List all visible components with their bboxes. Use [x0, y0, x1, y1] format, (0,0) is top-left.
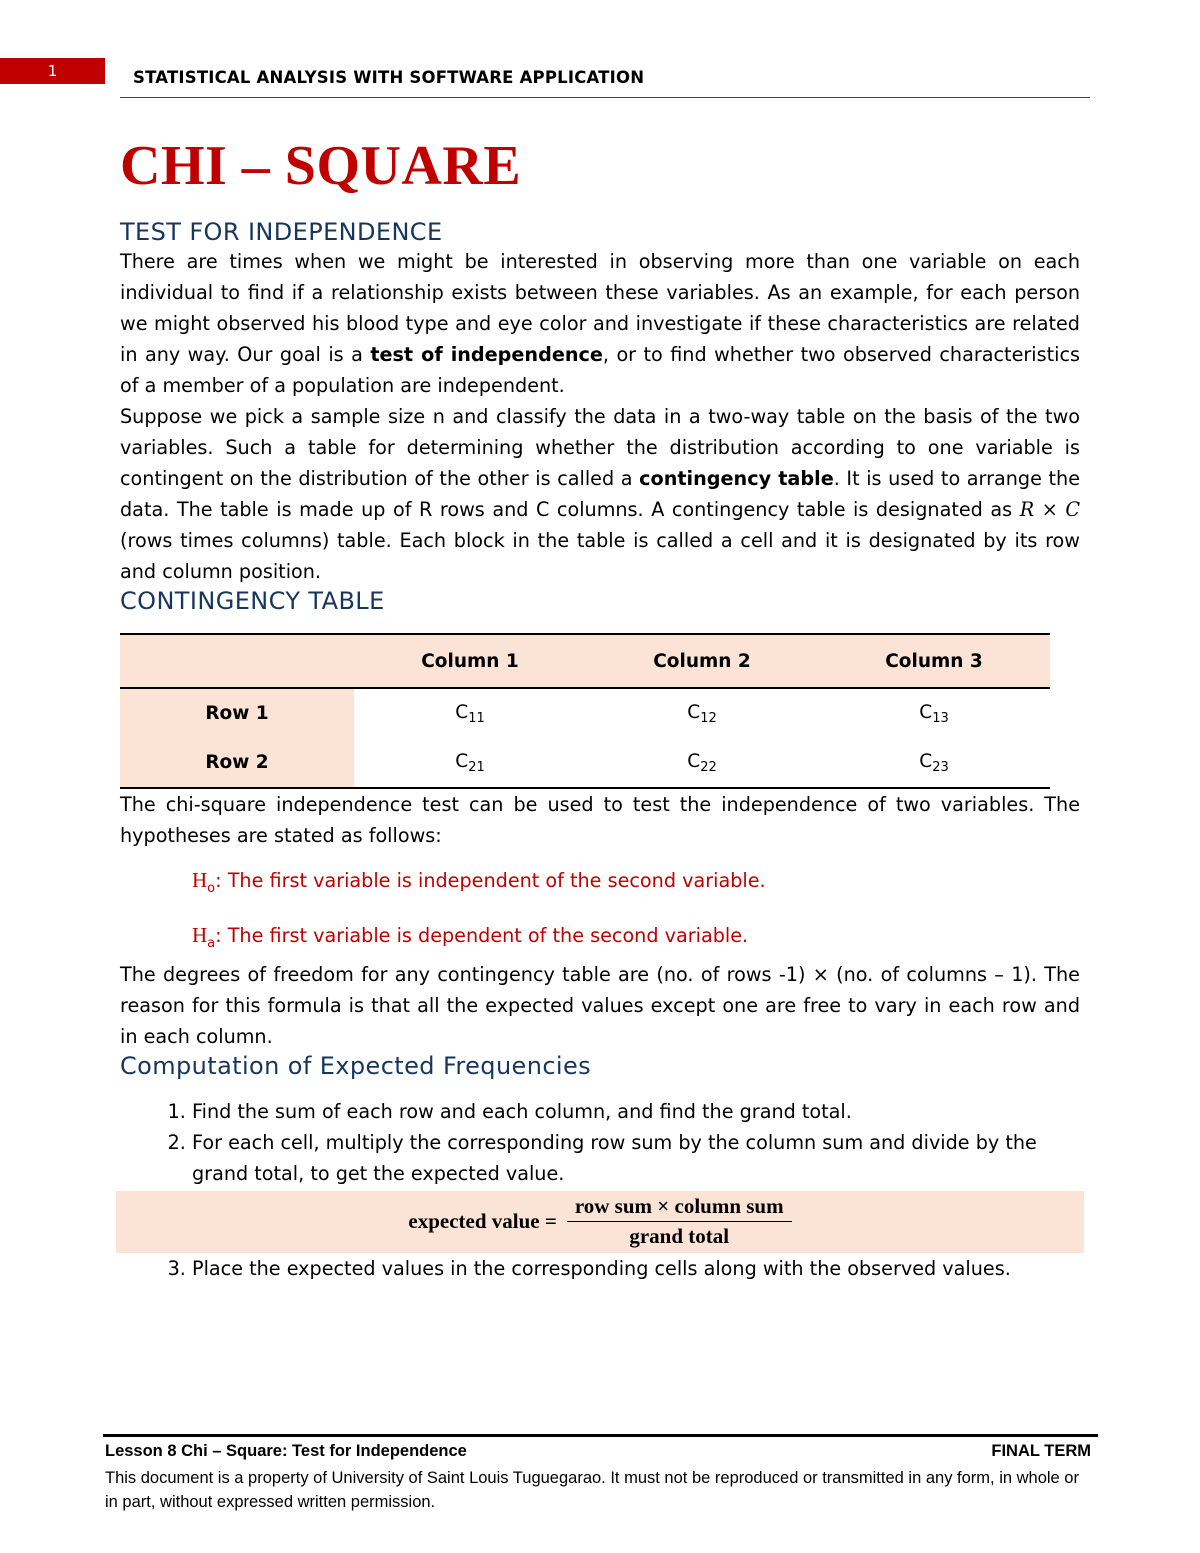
steps-list	[120, 1096, 1080, 1189]
table-cell	[354, 688, 586, 738]
intro-bold-term: test of independence	[370, 343, 603, 366]
footer-divider	[103, 1434, 1098, 1437]
contingency-text-c: (rows times columns) table. Each block in the table is called a cell and it is designated by its row and column position.	[120, 529, 1080, 583]
null-hypothesis	[192, 865, 1080, 904]
footer-lesson-title: Lesson 8 Chi – Square: Test for Independence	[105, 1442, 467, 1460]
cell-subscript: 23	[932, 759, 949, 775]
ha-text: : The first variable is dependent of the second variable.	[215, 923, 749, 947]
contingency-bold-term: contingency table	[639, 467, 834, 490]
course-title: STATISTICAL ANALYSIS WITH SOFTWARE APPLICATION	[133, 68, 645, 87]
table-cell	[818, 688, 1050, 738]
h0-text: : The first variable is independent of the second variable.	[215, 869, 766, 892]
list-item: 3. Place the expected values in the corresponding cells along with the observed values.	[192, 1253, 1080, 1284]
list-item: 1. Find the sum of each row and each column, and find the grand total.	[192, 1096, 1080, 1127]
cell-base: C	[455, 701, 469, 723]
formula-denominator: grand total	[629, 1224, 730, 1249]
expected-value-formula	[116, 1191, 1084, 1253]
table-cell	[586, 738, 818, 788]
alternative-hypothesis	[192, 920, 1080, 959]
degrees-of-freedom-paragraph: The degrees of freedom for any contingency table are (no. of rows -1) × (no. of columns – 1). The reason for this formula is that all the expected values except one are free to vary in each row and in each column.	[120, 962, 1080, 1048]
ha-symbol: H	[192, 922, 208, 947]
ha-subscript: a	[207, 935, 216, 951]
cell-subscript: 22	[700, 759, 717, 775]
intro-paragraph	[120, 246, 1080, 401]
column-header: Column 2	[586, 634, 818, 688]
formula-numerator: row sum × column sum	[567, 1194, 792, 1222]
section-heading-expected-frequencies: Computation of Expected Frequencies	[120, 1051, 592, 1080]
cell-base: C	[687, 701, 701, 723]
page-number: 1	[47, 62, 58, 80]
footer-copyright-note: This document is a property of University of Saint Louis Tuguegarao. It must not be reproduced or transmitted in any form, in whole or in part, without expressed written permission.	[105, 1469, 1079, 1511]
contingency-table	[120, 633, 1050, 789]
section-heading-contingency-table: CONTINGENCY TABLE	[120, 587, 385, 615]
cell-base: C	[919, 701, 933, 723]
cell-subscript: 13	[932, 710, 949, 726]
table-row	[120, 688, 1050, 738]
cell-base: C	[455, 750, 469, 772]
header-divider	[120, 97, 1090, 98]
section-heading-independence: TEST FOR INDEPENDENCE	[120, 218, 443, 246]
h0-subscript: o	[207, 880, 216, 896]
formula-fraction	[567, 1194, 792, 1249]
cell-base: C	[919, 750, 933, 772]
document-body	[120, 218, 1080, 1284]
table-cell	[586, 688, 818, 738]
list-item: 2. For each cell, multiply the corresponding row sum by the column sum and divide by the grand total, to get the expected value.	[192, 1127, 1080, 1189]
hypotheses-intro: The chi-square independence test can be used to test the independence of two variables. The hypotheses are stated as follows:	[120, 793, 1080, 847]
table-corner-cell	[120, 634, 354, 688]
column-header: Column 1	[354, 634, 586, 688]
page-number-badge	[0, 58, 105, 84]
rxc-math: R × C	[1019, 498, 1080, 521]
cell-subscript: 12	[700, 710, 717, 726]
page-title: CHI – SQUARE	[120, 135, 522, 197]
footer-term: FINAL TERM	[991, 1442, 1091, 1460]
cell-base: C	[687, 750, 701, 772]
contingency-text-b: . It is used to arrange the data. The table is made up of R rows and C columns. A contingency table is designated as	[120, 467, 1081, 521]
h0-symbol: H	[192, 868, 208, 892]
intro-text-b: , or to find whether two observed characteristics of a member of a population are independent.	[120, 343, 1080, 397]
table-row	[120, 738, 1050, 788]
row-header: Row 2	[120, 738, 354, 788]
contingency-text-a: Suppose we pick a sample size n and classify the data in a two-way table on the basis of the two variables. Such a table for determining whether the distribution according to one variable is contingent on the distribution of the other is called a	[120, 405, 1080, 490]
steps-list-continued	[120, 1253, 1080, 1284]
table-cell	[818, 738, 1050, 788]
table-header-row	[120, 634, 1050, 688]
contingency-paragraph	[120, 401, 1080, 587]
row-header: Row 1	[120, 688, 354, 738]
cell-subscript: 21	[468, 759, 485, 775]
formula-lhs: expected value =	[408, 1209, 557, 1234]
column-header: Column 3	[818, 634, 1050, 688]
cell-subscript: 11	[468, 710, 485, 726]
table-cell	[354, 738, 586, 788]
intro-text-a: There are times when we might be interested in observing more than one variable on each individual to find if a relationship exists between these variables. As an example, for each person we might observed his blood type and eye color and investigate if these characteristics are related in any way. Our goal is a	[120, 250, 1080, 366]
